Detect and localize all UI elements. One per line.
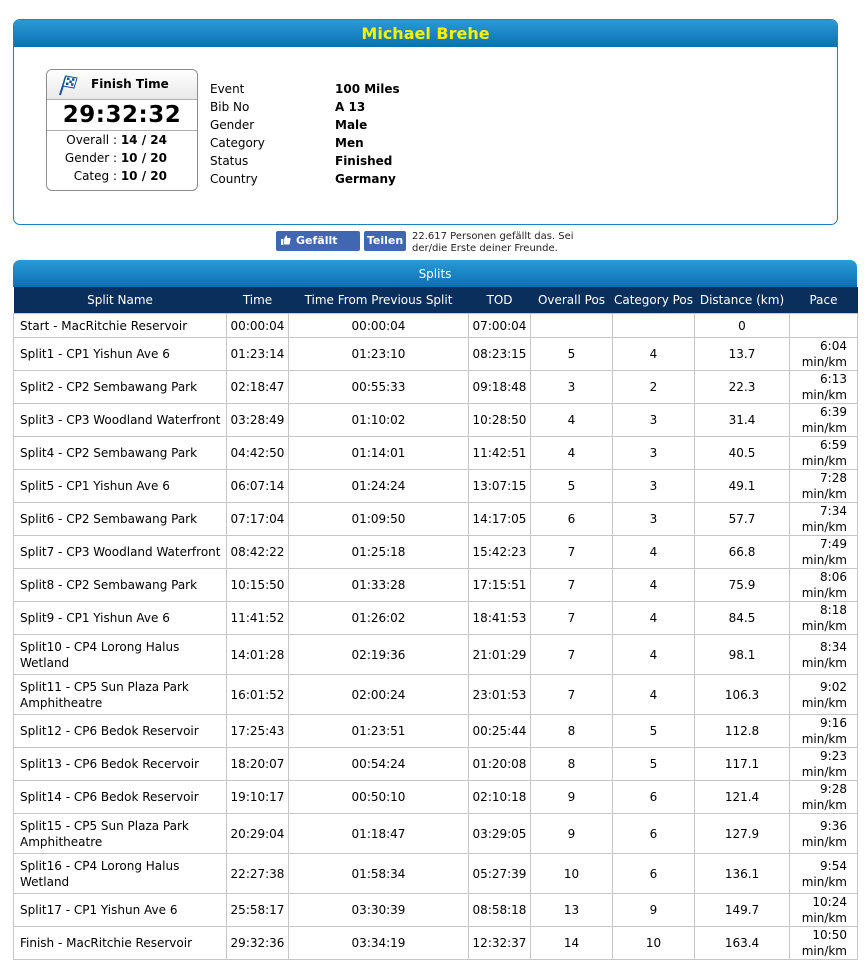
column-header: Pace [790, 287, 858, 314]
table-row [14, 715, 858, 748]
cell-cat: 4 [613, 338, 695, 371]
column-header: Time [227, 287, 289, 314]
cell-dist: 136.1 [695, 854, 790, 894]
column-header: Distance (km) [695, 287, 790, 314]
detail-label: Country [210, 172, 258, 186]
cell-overall: 13 [531, 894, 613, 927]
detail-label: Event [210, 82, 245, 96]
cell-name: Split1 - CP1 Yishun Ave 6 [14, 338, 227, 371]
cell-dist: 13.7 [695, 338, 790, 371]
cell-pace: 7:49 min/km [790, 536, 858, 569]
cell-pace: 7:28 min/km [790, 470, 858, 503]
cell-cat: 6 [613, 814, 695, 854]
detail-value: A 13 [335, 100, 366, 114]
cell-dist: 66.8 [695, 536, 790, 569]
detail-value: Male [335, 118, 368, 132]
cell-cat: 3 [613, 503, 695, 536]
cell-name: Split9 - CP1 Yishun Ave 6 [14, 602, 227, 635]
cell-tod: 10:28:50 [469, 404, 531, 437]
cell-tod: 01:20:08 [469, 748, 531, 781]
cell-pace: 9:23 min/km [790, 748, 858, 781]
cell-tod: 02:10:18 [469, 781, 531, 814]
cell-prev: 02:19:36 [289, 635, 469, 675]
cell-tod: 08:58:18 [469, 894, 531, 927]
cell-cat: 4 [613, 602, 695, 635]
cell-time: 20:29:04 [227, 814, 289, 854]
table-row [14, 748, 858, 781]
cell-pace: 7:34 min/km [790, 503, 858, 536]
cell-prev: 01:14:01 [289, 437, 469, 470]
cell-time: 19:10:17 [227, 781, 289, 814]
cell-dist: 98.1 [695, 635, 790, 675]
cell-dist: 117.1 [695, 748, 790, 781]
table-row [14, 635, 858, 675]
cell-overall: 4 [531, 437, 613, 470]
detail-value: Men [335, 136, 364, 150]
splits-title: Splits [13, 260, 857, 287]
detail-value: 100 Miles [335, 82, 400, 96]
rank-label: Categ : [73, 169, 117, 183]
cell-time: 22:27:38 [227, 854, 289, 894]
detail-event [210, 80, 400, 98]
table-row [14, 404, 858, 437]
rank-value: 10 / 20 [120, 151, 167, 165]
cell-pace: 8:34 min/km [790, 635, 858, 675]
cell-time: 00:00:04 [227, 314, 289, 338]
cell-dist: 127.9 [695, 814, 790, 854]
cell-dist: 49.1 [695, 470, 790, 503]
cell-overall: 5 [531, 338, 613, 371]
finish-time-header [47, 70, 197, 100]
table-row [14, 675, 858, 715]
cell-dist: 149.7 [695, 894, 790, 927]
cell-overall: 8 [531, 715, 613, 748]
detail-label: Gender [210, 118, 255, 132]
cell-prev: 00:55:33 [289, 371, 469, 404]
cell-dist: 106.3 [695, 675, 790, 715]
cell-name: Split6 - CP2 Sembawang Park [14, 503, 227, 536]
cell-time: 02:18:47 [227, 371, 289, 404]
table-row [14, 338, 858, 371]
cell-tod: 03:29:05 [469, 814, 531, 854]
cell-tod: 00:25:44 [469, 715, 531, 748]
cell-tod: 13:07:15 [469, 470, 531, 503]
cell-dist: 112.8 [695, 715, 790, 748]
cell-overall: 8 [531, 748, 613, 781]
facebook-like-button[interactable] [276, 231, 360, 251]
finish-time-label: Finish Time [91, 77, 169, 91]
cell-cat [613, 314, 695, 338]
column-header: Category Pos [613, 287, 695, 314]
cell-prev: 01:24:24 [289, 470, 469, 503]
cell-time: 06:07:14 [227, 470, 289, 503]
cell-cat: 9 [613, 894, 695, 927]
splits-table-body [14, 314, 858, 960]
detail-country [210, 170, 400, 188]
cell-prev: 00:50:10 [289, 781, 469, 814]
cell-pace: 8:06 min/km [790, 569, 858, 602]
cell-name: Split10 - CP4 Lorong Halus Wetland [14, 635, 227, 675]
cell-prev: 01:18:47 [289, 814, 469, 854]
table-row [14, 470, 858, 503]
cell-prev: 01:33:28 [289, 569, 469, 602]
cell-tod: 08:23:15 [469, 338, 531, 371]
finish-time-box [46, 69, 198, 191]
cell-name: Split15 - CP5 Sun Plaza Park Amphitheatre [14, 814, 227, 854]
rank-overall [47, 131, 197, 149]
detail-value: Germany [335, 172, 396, 186]
rank-label: Overall : [66, 133, 117, 147]
cell-name: Split12 - CP6 Bedok Reservoir [14, 715, 227, 748]
cell-time: 18:20:07 [227, 748, 289, 781]
detail-category [210, 134, 400, 152]
column-header: TOD [469, 287, 531, 314]
cell-prev: 02:00:24 [289, 675, 469, 715]
cell-name: Split11 - CP5 Sun Plaza Park Amphitheatre [14, 675, 227, 715]
cell-prev: 03:34:19 [289, 927, 469, 960]
cell-cat: 3 [613, 470, 695, 503]
cell-overall: 5 [531, 470, 613, 503]
cell-time: 29:32:36 [227, 927, 289, 960]
cell-pace: 6:13 min/km [790, 371, 858, 404]
cell-tod: 21:01:29 [469, 635, 531, 675]
cell-prev: 01:23:51 [289, 715, 469, 748]
cell-cat: 4 [613, 569, 695, 602]
cell-prev: 01:26:02 [289, 602, 469, 635]
column-header: Time From Previous Split [289, 287, 469, 314]
cell-time: 11:41:52 [227, 602, 289, 635]
checkered-flag-icon [57, 74, 79, 96]
rank-value: 10 / 20 [120, 169, 167, 183]
cell-pace: 6:39 min/km [790, 404, 858, 437]
cell-prev: 00:00:04 [289, 314, 469, 338]
cell-cat: 5 [613, 748, 695, 781]
cell-time: 01:23:14 [227, 338, 289, 371]
cell-pace [790, 314, 858, 338]
facebook-share-button[interactable]: Teilen [364, 231, 406, 251]
cell-name: Split3 - CP3 Woodland Waterfront [14, 404, 227, 437]
athlete-details [210, 80, 400, 188]
cell-name: Start - MacRitchie Reservoir [14, 314, 227, 338]
table-row [14, 314, 858, 338]
cell-prev: 01:10:02 [289, 404, 469, 437]
cell-overall: 3 [531, 371, 613, 404]
cell-tod: 14:17:05 [469, 503, 531, 536]
cell-overall [531, 314, 613, 338]
cell-time: 10:15:50 [227, 569, 289, 602]
column-header: Split Name [14, 287, 227, 314]
cell-prev: 01:23:10 [289, 338, 469, 371]
cell-overall: 7 [531, 569, 613, 602]
cell-name: Split5 - CP1 Yishun Ave 6 [14, 470, 227, 503]
athlete-card [13, 19, 838, 225]
cell-time: 03:28:49 [227, 404, 289, 437]
rank-label: Gender : [64, 151, 117, 165]
detail-label: Category [210, 136, 265, 150]
cell-pace: 9:54 min/km [790, 854, 858, 894]
cell-time: 17:25:43 [227, 715, 289, 748]
cell-pace: 9:16 min/km [790, 715, 858, 748]
cell-pace: 10:50 min/km [790, 927, 858, 960]
cell-tod: 23:01:53 [469, 675, 531, 715]
cell-dist: 163.4 [695, 927, 790, 960]
cell-tod: 18:41:53 [469, 602, 531, 635]
rank-category [47, 167, 197, 185]
cell-pace: 9:02 min/km [790, 675, 858, 715]
cell-name: Split16 - CP4 Lorong Halus Wetland [14, 854, 227, 894]
cell-dist: 40.5 [695, 437, 790, 470]
cell-tod: 12:32:37 [469, 927, 531, 960]
athlete-name: Michael Brehe [14, 20, 837, 47]
cell-dist: 0 [695, 314, 790, 338]
cell-overall: 14 [531, 927, 613, 960]
table-row [14, 536, 858, 569]
cell-dist: 75.9 [695, 569, 790, 602]
cell-time: 07:17:04 [227, 503, 289, 536]
rank-value: 14 / 24 [120, 133, 167, 147]
cell-pace: 9:28 min/km [790, 781, 858, 814]
cell-time: 08:42:22 [227, 536, 289, 569]
cell-pace: 8:18 min/km [790, 602, 858, 635]
splits-header-row [14, 287, 858, 314]
cell-time: 16:01:52 [227, 675, 289, 715]
cell-pace: 9:36 min/km [790, 814, 858, 854]
cell-overall: 6 [531, 503, 613, 536]
cell-overall: 7 [531, 536, 613, 569]
cell-prev: 01:58:34 [289, 854, 469, 894]
cell-overall: 7 [531, 675, 613, 715]
table-row [14, 814, 858, 854]
cell-name: Finish - MacRitchie Reservoir [14, 927, 227, 960]
cell-dist: 31.4 [695, 404, 790, 437]
cell-cat: 6 [613, 781, 695, 814]
table-row [14, 602, 858, 635]
cell-time: 25:58:17 [227, 894, 289, 927]
cell-tod: 09:18:48 [469, 371, 531, 404]
cell-name: Split13 - CP6 Bedok Recervoir [14, 748, 227, 781]
cell-name: Split14 - CP6 Bedok Reservoir [14, 781, 227, 814]
cell-pace: 10:24 min/km [790, 894, 858, 927]
table-row [14, 437, 858, 470]
splits-table [13, 287, 858, 960]
detail-label: Bib No [210, 100, 250, 114]
table-row [14, 854, 858, 894]
table-row [14, 781, 858, 814]
detail-bib [210, 98, 400, 116]
cell-dist: 84.5 [695, 602, 790, 635]
cell-name: Split7 - CP3 Woodland Waterfront [14, 536, 227, 569]
finish-time-value: 29:32:32 [47, 100, 197, 131]
cell-tod: 17:15:51 [469, 569, 531, 602]
cell-dist: 57.7 [695, 503, 790, 536]
cell-dist: 121.4 [695, 781, 790, 814]
cell-tod: 11:42:51 [469, 437, 531, 470]
table-row [14, 569, 858, 602]
cell-cat: 5 [613, 715, 695, 748]
cell-overall: 9 [531, 781, 613, 814]
cell-time: 04:42:50 [227, 437, 289, 470]
cell-pace: 6:04 min/km [790, 338, 858, 371]
cell-time: 14:01:28 [227, 635, 289, 675]
cell-name: Split4 - CP2 Sembawang Park [14, 437, 227, 470]
table-row [14, 894, 858, 927]
facebook-social-text: 22.617 Personen gefällt das. Sei der/die Erste deiner Freunde. [412, 231, 574, 254]
cell-cat: 10 [613, 927, 695, 960]
detail-gender [210, 116, 400, 134]
table-row [14, 371, 858, 404]
table-row [14, 927, 858, 960]
cell-name: Split2 - CP2 Sembawang Park [14, 371, 227, 404]
cell-cat: 3 [613, 437, 695, 470]
table-row [14, 503, 858, 536]
cell-prev: 03:30:39 [289, 894, 469, 927]
cell-cat: 4 [613, 635, 695, 675]
cell-tod: 07:00:04 [469, 314, 531, 338]
column-header: Overall Pos [531, 287, 613, 314]
facebook-like-label: Gefällt [296, 234, 338, 247]
cell-overall: 7 [531, 635, 613, 675]
thumbs-up-icon [281, 235, 291, 245]
detail-label: Status [210, 154, 249, 168]
cell-overall: 10 [531, 854, 613, 894]
detail-value: Finished [335, 154, 393, 168]
cell-tod: 05:27:39 [469, 854, 531, 894]
cell-prev: 01:25:18 [289, 536, 469, 569]
cell-name: Split8 - CP2 Sembawang Park [14, 569, 227, 602]
cell-cat: 4 [613, 675, 695, 715]
cell-prev: 00:54:24 [289, 748, 469, 781]
cell-cat: 2 [613, 371, 695, 404]
cell-overall: 7 [531, 602, 613, 635]
cell-pace: 6:59 min/km [790, 437, 858, 470]
cell-dist: 22.3 [695, 371, 790, 404]
cell-tod: 15:42:23 [469, 536, 531, 569]
rank-gender [47, 149, 197, 167]
cell-cat: 3 [613, 404, 695, 437]
cell-name: Split17 - CP1 Yishun Ave 6 [14, 894, 227, 927]
cell-cat: 6 [613, 854, 695, 894]
cell-cat: 4 [613, 536, 695, 569]
detail-status [210, 152, 400, 170]
splits-panel [13, 260, 857, 960]
cell-overall: 9 [531, 814, 613, 854]
cell-prev: 01:09:50 [289, 503, 469, 536]
cell-overall: 4 [531, 404, 613, 437]
